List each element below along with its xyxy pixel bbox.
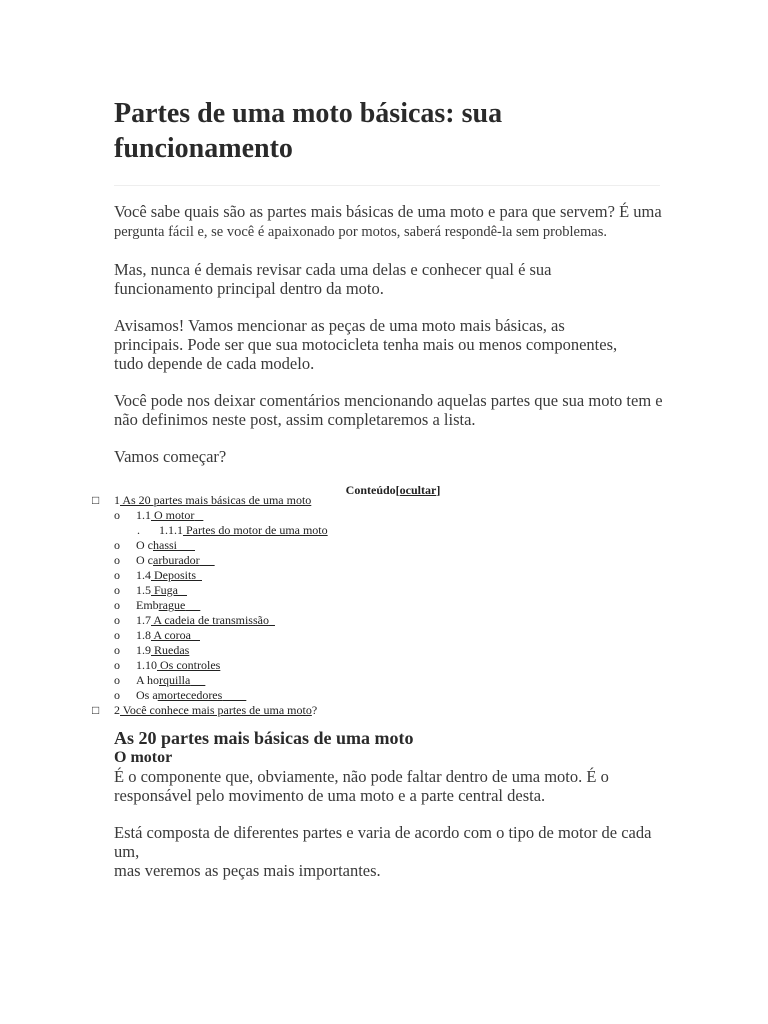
toc-link[interactable]: Fuga (151, 583, 178, 597)
toc-link[interactable]: O motor (151, 508, 195, 522)
toc-bullet: o (114, 583, 120, 597)
section-paragraph-1: É o componente que, obviamente, não pode faltar dentro de uma moto. É o responsável pelo movimento de uma moto e a parte central desta. (114, 767, 609, 805)
paragraph-2: Mas, nunca é demais revisar cada uma delas e conhecer qual é sua funcionamento principal dentro da moto. (114, 260, 552, 298)
toc-bullet: o (114, 643, 120, 657)
paragraph-3: Avisamos! Vamos mencionar as peças de uma moto mais básicas, as principais. Pode ser que sua motocicleta tenha mais ou menos componentes, tudo depende de cada modelo. (114, 316, 618, 373)
toc-bullet: o (114, 658, 120, 672)
toc-title: Conteúdo[ocultar] (345, 483, 441, 497)
section-heading: As 20 partes mais básicas de uma moto (114, 728, 414, 748)
toc-hide-link[interactable]: ocultar (399, 483, 437, 497)
paragraph-5: Vamos começar? (114, 447, 227, 466)
section-paragraph-2: Está composta de diferentes partes e varia de acordo com o tipo de motor de cada um, mas veremos as peças mais importantes. (114, 823, 652, 880)
toc-link[interactable]: rquilla (159, 673, 191, 687)
paragraph-1: Você sabe quais são as partes mais básicas de uma moto e para que servem? É uma pergunta fácil e, se você é apaixonado por motos, saberá respondê-la sem problemas. (114, 202, 662, 240)
toc-link[interactable]: As 20 partes mais básicas de uma moto (120, 493, 312, 507)
article (114, 96, 674, 498)
title-divider (114, 185, 660, 186)
toc-bullet: o (114, 613, 120, 627)
toc-link[interactable]: hassi (153, 538, 177, 552)
toc-bullet: o (114, 628, 120, 642)
toc-link[interactable]: arburador (153, 553, 200, 567)
toc-bullet: o (114, 553, 120, 567)
page-title: Partes de uma moto básicas: sua funcionamento (114, 98, 503, 164)
toc-link[interactable]: Ruedas (151, 643, 190, 657)
toc-bullet: o (114, 508, 120, 522)
toc-bullet: o (114, 598, 120, 612)
paragraph-4: Você pode nos deixar comentários mencionando aquelas partes que sua moto tem e não definimos neste post, assim completaremos a lista. (114, 391, 663, 429)
toc-link[interactable]: Você conhece mais partes de uma moto (120, 703, 312, 717)
toc-bullet: o (114, 688, 120, 702)
section-subheading: O motor (114, 749, 173, 766)
toc-link[interactable]: A cadeia de transmissão (151, 613, 269, 627)
toc-link[interactable]: mortecedores (157, 688, 223, 702)
toc-bullet: o (114, 568, 120, 582)
toc-bullet: o (114, 673, 120, 687)
toc-link[interactable]: rague (158, 598, 186, 612)
toc-bullet: o (114, 538, 120, 552)
toc-bullet: □ (92, 493, 100, 507)
toc-bullet: . (137, 523, 140, 537)
toc-link[interactable]: A coroa (151, 628, 191, 642)
toc-link[interactable]: Os controles (157, 658, 221, 672)
toc-link[interactable]: Partes do motor de uma moto (183, 523, 328, 537)
toc-bullet: □ (92, 703, 100, 717)
toc-link[interactable]: Deposits (151, 568, 196, 582)
section-body (114, 767, 674, 880)
